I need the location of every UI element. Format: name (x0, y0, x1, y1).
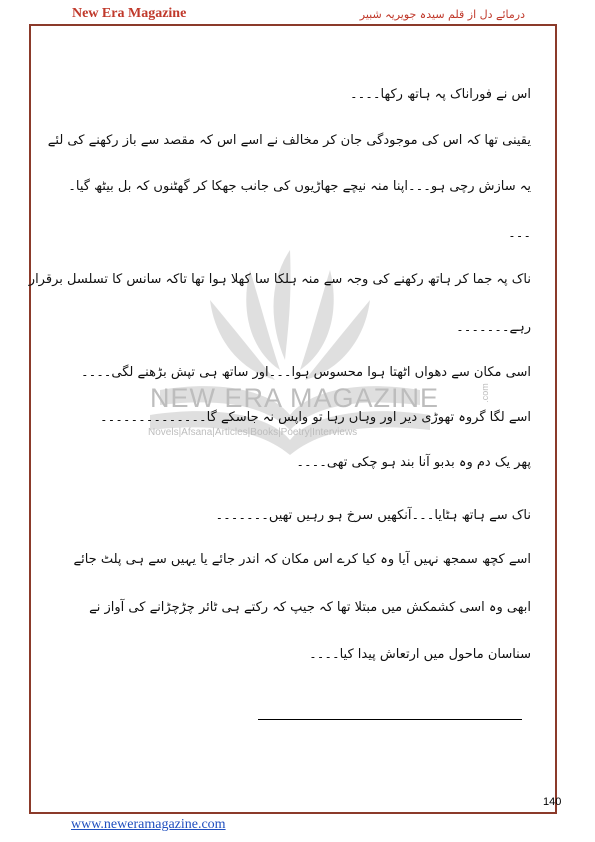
body-line: یقینی تھا کہ اس کی موجودگی جان کر مخالف نے اسے اس کہ مقصد سے باز رکھنے کی لئے (47, 133, 531, 148)
website-link[interactable]: www.neweramagazine.com (71, 817, 226, 832)
magazine-name: New Era Magazine (72, 6, 187, 21)
body-line: اسے لگا گروہ تھوڑی دیر اور وہاں رہا تو واپس نہ جاسکے گا۔۔۔۔۔۔۔۔۔۔۔۔۔۔ (100, 410, 531, 425)
body-line: یہ سازش رچی ہو۔۔۔اپنا منہ نیچے جھاڑیوں کی جانب جھکا کر گھٹنوں کہ بل بیٹھ گیا۔ (68, 179, 531, 194)
body-line: ابھی وہ اسی کشمکش میں مبتلا تھا کہ جیپ کہ رکتے ہی ٹائر چڑچڑانے کی آواز نے (89, 600, 531, 615)
body-line: ناک سے ہاتھ ہٹایا۔۔۔آنکھیں سرخ ہو رہیں تھیں۔۔۔۔۔۔۔ (215, 508, 531, 523)
body-line: سناسان ماحول میں ارتعاش پیدا کیا۔۔۔۔ (309, 647, 531, 662)
body-line: ناک پہ جما کر ہاتھ رکھنے کی وجہ سے منہ ہلکا سا کھلا ہوا تھا تاکہ سانس کا تسلسل برقرار (28, 272, 531, 287)
body-line: ۔۔۔ (508, 226, 531, 241)
body-line: اس نے فوراناک پہ ہاتھ رکھا۔۔۔۔ (350, 87, 531, 102)
watermark-title: NEW ERA MAGAZINE (150, 383, 440, 413)
watermark-subtitle: Novels|Afsana|Articles|Books|Poetry|Interviews (148, 427, 358, 438)
story-title: درمائے دل از قلم سیدہ جویریہ شبیر (359, 8, 525, 21)
end-rule (258, 719, 522, 720)
body-line: اسی مکان سے دھواں اٹھتا ہوا محسوس ہوا۔۔۔اور ساتھ ہی تپش بڑھنے لگی۔۔۔۔ (80, 365, 531, 380)
watermark-domain: .com (479, 383, 490, 403)
body-line: رہے۔۔۔۔۔۔۔ (456, 320, 531, 335)
page-number: 140 (543, 796, 562, 808)
body-line: پھر یک دم وہ بدبو آنا بند ہو چکی تھی۔۔۔۔ (296, 455, 531, 470)
body-line: اسے کچھ سمجھ نہیں آیا وہ کیا کرے اس مکان کہ اندر جائے یا یہیں سے ہی پلٹ جائے (73, 552, 531, 567)
